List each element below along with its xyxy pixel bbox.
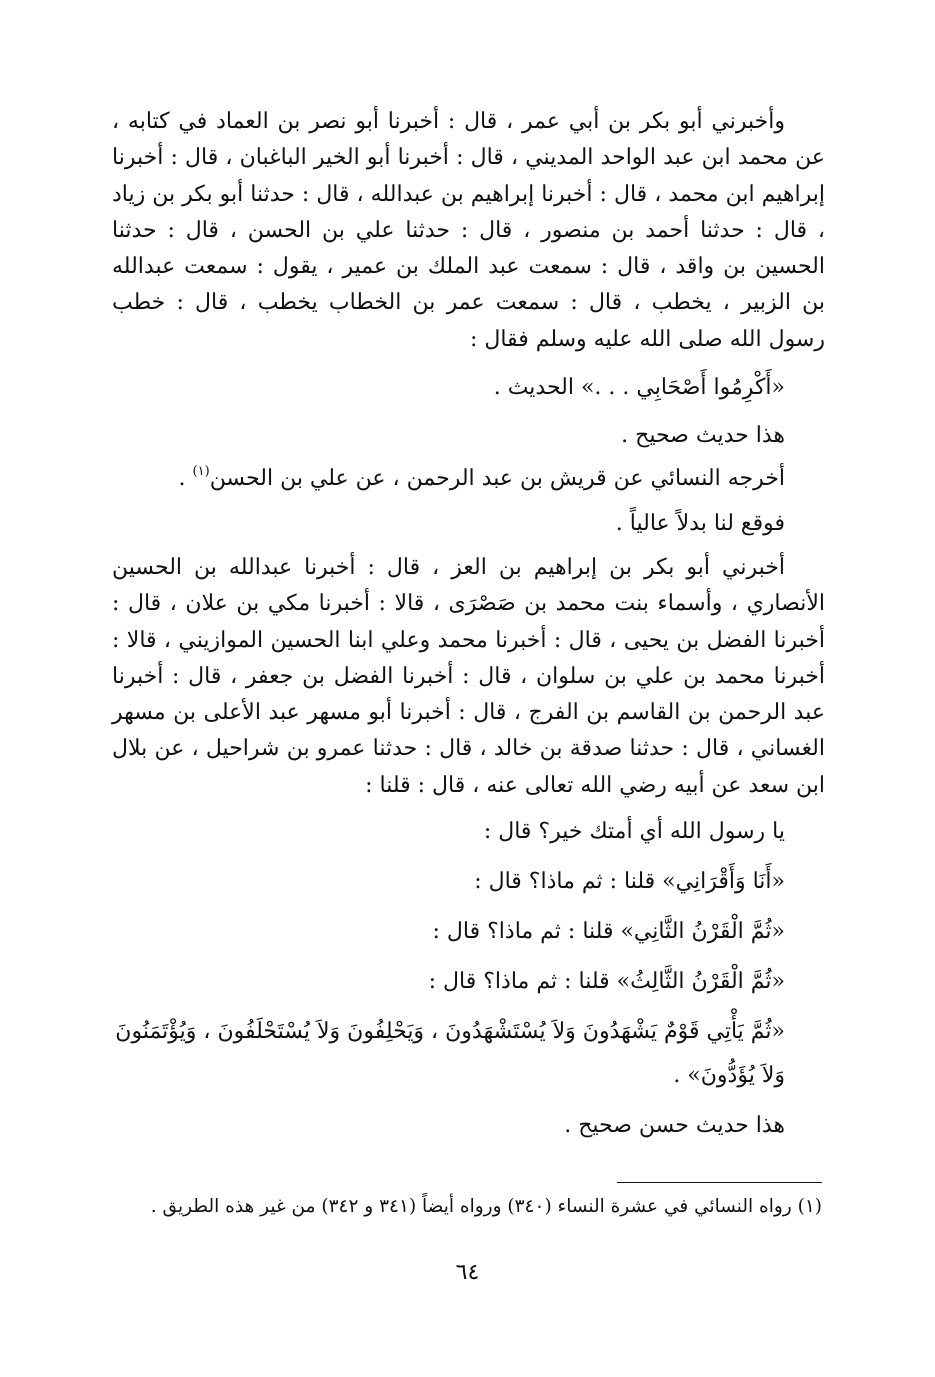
main-text — [112, 104, 825, 1148]
answer-line-2: «ثُمَّ الْقَرْنُ الثَّانِي» قلنا : ثم ماذا؟ قال : — [432, 919, 785, 945]
answer-line-4: «ثُمَّ يَأْتِي قَوْمٌ يَشْهَدُونَ وَلاَ يُسْتَشْهَدُونَ ، وَيَحْلِفُونَ وَلاَ يُسْتَحْلَفُونَ ، وَيُؤْتَمَنُونَ وَلاَ يُؤَدُّونَ» . — [115, 1019, 785, 1089]
page-number: ٦٤ — [455, 1260, 480, 1285]
takhrij-end: . — [178, 466, 193, 492]
isnad-paragraph-1: وأخبرني أبو بكر بن أبي عمر ، قال : أخبرنا أبو نصر بن العماد في كتابه ، عن محمد ابن عبد الواحد المديني ، قال : أخبرنا أبو الخير الباغبان ، قال : أخبرنا إبراهيم ابن محمد ، قال : أخبرنا إبراهيم بن عبدالله ، قال : حدثنا أبو بكر بن زياد ، قال : حدثنا أحمد بن منصور ، قال : حدثنا علي بن الحسن ، قال : حدثنا الحسين بن واقد ، قال : سمعت عبد الملك بن عمير ، يقول : سمعت عبدالله بن الزبير ، يخطب ، قال : سمعت عمر بن الخطاب يخطب ، قال : خطب رسول الله صلى الله عليه وسلم فقال : — [112, 109, 825, 352]
takhrij-line — [112, 454, 825, 497]
footnote: (١) رواه النسائي في عشرة النساء (٣٤٠) ورواه أيضاً (٣٤١ و ٣٤٢) من غير هذه الطريق . — [150, 1196, 822, 1217]
footnote-marker: (١) — [192, 464, 210, 480]
answer-line-3: «ثُمَّ الْقَرْنُ الثَّالِثُ» قلنا : ثم ماذا؟ قال : — [428, 969, 785, 995]
grading-1: هذا حديث صحيح . — [621, 423, 785, 449]
badal-line: فوقع لنا بدلاً عالياً . — [615, 510, 785, 536]
takhrij-text: أخرجه النسائي عن قريش بن عبد الرحمن ، عن علي بن الحسن — [209, 466, 785, 492]
hadith-quote-1: «أَكْرِمُوا أَصْحَابِي . . .» الحديث . — [493, 375, 785, 401]
grading-2: هذا حديث حسن صحيح . — [564, 1113, 785, 1139]
answer-line-1: «أَنَا وَأَقْرَانِي» قلنا : ثم ماذا؟ قال : — [474, 869, 785, 895]
isnad-paragraph-2: أخبرني أبو بكر بن إبراهيم بن العز ، قال : أخبرنا عبدالله بن الحسين الأنصاري ، وأسماء بنت محمد بن صَصْرَى ، قالا : أخبرنا مكي بن علان ، قال : أخبرنا الفضل بن يحيى ، قال : أخبرنا محمد وعلي ابنا الحسين الموازيني ، قالا : أخبرنا محمد بن علي بن سلوان ، قال : أخبرنا الفضل بن جعفر ، قال : أخبرنا عبد الرحمن بن القاسم بن الفرج ، قال : أخبرنا أبو مسهر عبد الأعلى بن مسهر الغساني ، قال : حدثنا صدقة بن خالد ، قال : حدثنا عمرو بن شراحيل ، عن بلال ابن سعد عن أبيه رضي الله تعالى عنه ، قال : قلنا : — [112, 554, 825, 798]
question-line: يا رسول الله أي أمتك خير؟ قال : — [483, 819, 785, 845]
footnote-separator — [617, 1182, 822, 1183]
